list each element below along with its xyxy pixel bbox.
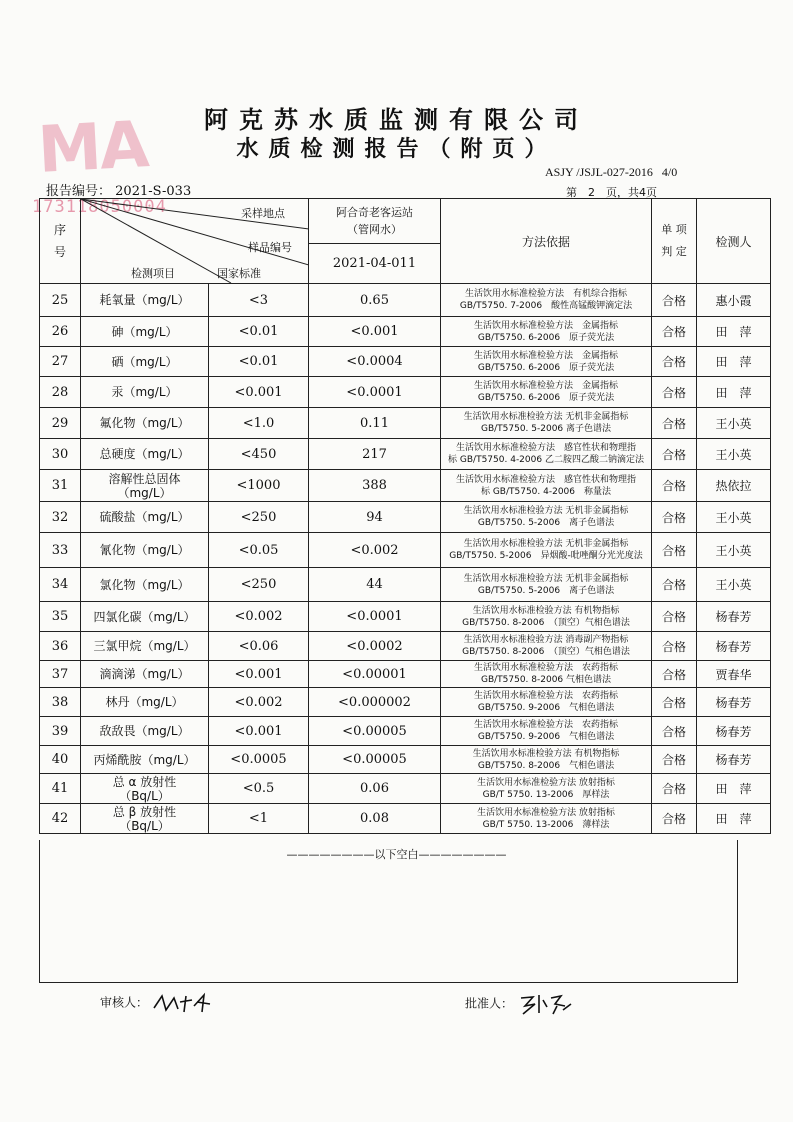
stamp-seal-number: 173118050004 — [32, 197, 167, 217]
standard-limit: <1 — [209, 804, 309, 834]
standard-limit: <250 — [209, 568, 309, 602]
table-row — [40, 347, 771, 377]
item-name: 敌敌畏（mg/L） — [81, 717, 209, 746]
standard-limit: <0.002 — [209, 688, 309, 717]
test-result: <0.00005 — [309, 746, 441, 774]
method-line: 生活饮用水标准检验方法 感官性状和物理指 — [455, 474, 636, 485]
stamp-seal-text: MA — [36, 108, 150, 188]
table-row — [40, 661, 771, 688]
standard-limit: <0.001 — [209, 377, 309, 408]
inspector: 王小英 — [697, 408, 771, 439]
test-result: 0.08 — [309, 804, 441, 834]
test-result: 0.11 — [309, 408, 441, 439]
item-name: 硒（mg/L） — [81, 347, 209, 377]
method-line: 生活饮用水标准检验方法 无机非金属指标 — [463, 539, 629, 549]
test-result: 388 — [309, 470, 441, 502]
method-basis — [441, 717, 652, 746]
judgement: 合格 — [652, 439, 697, 470]
method-line: GB/T5750. 6-2006 原子荧光法 — [477, 393, 615, 403]
item-label: 检测项目 — [131, 267, 175, 280]
method-basis — [441, 568, 652, 602]
test-result: <0.001 — [309, 317, 441, 347]
test-result: <0.00001 — [309, 661, 441, 688]
seq-header: 序 号 — [40, 199, 81, 284]
standard-limit: <3 — [209, 284, 309, 317]
inspector: 田 萍 — [697, 317, 771, 347]
method-basis — [441, 439, 652, 470]
method-line: 生活饮用水标准检验方法 放射指标 — [477, 807, 615, 818]
sampling-site-label: 采样地点 — [241, 207, 285, 220]
inspector: 田 萍 — [697, 377, 771, 408]
method-basis — [441, 804, 652, 834]
method-line: 生活饮用水标准检验方法 有机物指标 — [472, 605, 620, 616]
row-number: 41 — [40, 774, 81, 804]
row-number: 27 — [40, 347, 81, 377]
item-name: 溶解性总固体 （mg/L） — [81, 470, 209, 502]
judgement: 合格 — [652, 377, 697, 408]
method-basis — [441, 533, 652, 568]
method-line: GB/T5750. 7-2006 酸性高锰酸钾滴定法 — [459, 301, 633, 311]
row-number: 31 — [40, 470, 81, 502]
method-line: GB/T5750. 5-2006 离子色谱法 — [477, 518, 615, 528]
row-number: 28 — [40, 377, 81, 408]
inspector: 杨春芳 — [697, 602, 771, 632]
row-number: 34 — [40, 568, 81, 602]
test-result: 0.65 — [309, 284, 441, 317]
judgement: 合格 — [652, 688, 697, 717]
approver-signature — [465, 992, 577, 1016]
standard-limit: <0.05 — [209, 533, 309, 568]
table-row — [40, 774, 771, 804]
table-row — [40, 284, 771, 317]
test-result: 217 — [309, 439, 441, 470]
method-line: GB/T5750. 8-2006 （顶空）气相色谱法 — [462, 617, 630, 628]
standard-label: 国家标准 — [217, 267, 261, 280]
inspector: 王小英 — [697, 568, 771, 602]
table-row — [40, 377, 771, 408]
inspector: 贾春华 — [697, 661, 771, 688]
inspector: 杨春芳 — [697, 717, 771, 746]
method-line: 生活饮用水标准检验方法 无机非金属指标 — [463, 412, 629, 422]
judgement: 合格 — [652, 632, 697, 661]
method-basis — [441, 317, 652, 347]
sample-no: 2021-04-011 — [309, 244, 441, 284]
judgement: 合格 — [652, 533, 697, 568]
method-line: 生活饮用水标准检验方法 农药指标 — [473, 720, 618, 730]
item-name: 砷（mg/L） — [81, 317, 209, 347]
method-basis — [441, 632, 652, 661]
inspector: 王小英 — [697, 533, 771, 568]
method-line: GB/T5750. 9-2006 气相色谱法 — [477, 732, 615, 742]
judge-header: 单 项 判 定 — [652, 199, 697, 284]
standard-limit: <0.001 — [209, 661, 309, 688]
header-row-top — [40, 199, 771, 244]
table-row — [40, 439, 771, 470]
standard-limit: <0.06 — [209, 632, 309, 661]
method-basis — [441, 408, 652, 439]
method-line: 生活饮用水标准检验方法 放射指标 — [477, 777, 615, 788]
approver-label: 批准人： — [465, 996, 514, 1011]
row-number: 33 — [40, 533, 81, 568]
item-name: 林丹（mg/L） — [81, 688, 209, 717]
report-number-label: 报告编号： — [46, 184, 112, 199]
row-number: 36 — [40, 632, 81, 661]
item-name: 汞（mg/L） — [81, 377, 209, 408]
inspector: 田 萍 — [697, 804, 771, 834]
row-number: 39 — [40, 717, 81, 746]
method-line: 生活饮用水标准检验方法 金属指标 — [473, 320, 618, 331]
judgement: 合格 — [652, 602, 697, 632]
item-name: 总 β 放射性 （Bq/L） — [81, 804, 209, 834]
item-name: 丙烯酰胺（mg/L） — [81, 746, 209, 774]
method-line: 标 GB/T5750. 4-2006 称量法 — [480, 486, 612, 497]
test-result: <0.0001 — [309, 377, 441, 408]
judgement: 合格 — [652, 317, 697, 347]
sample-no-label: 样品编号 — [248, 241, 292, 254]
test-result: <0.0001 — [309, 602, 441, 632]
test-result: <0.0002 — [309, 632, 441, 661]
method-basis — [441, 602, 652, 632]
test-result: <0.0004 — [309, 347, 441, 377]
form-code-value: ASJY /JSJL-027-2016 — [545, 165, 653, 179]
test-result: 94 — [309, 502, 441, 533]
judgement: 合格 — [652, 804, 697, 834]
row-number: 32 — [40, 502, 81, 533]
row-number: 37 — [40, 661, 81, 688]
standard-limit: <1.0 — [209, 408, 309, 439]
item-name: 耗氧量（mg/L） — [81, 284, 209, 317]
method-line: GB/T5750. 5-2006 离子色谱法 — [480, 424, 612, 434]
method-line: 生活饮用水标准检验方法 金属指标 — [473, 381, 618, 391]
test-result: 0.06 — [309, 774, 441, 804]
item-name: 总 α 放射性 （Bq/L） — [81, 774, 209, 804]
item-name: 总硬度（mg/L） — [81, 439, 209, 470]
method-line: GB/T5750. 5-2006 离子色谱法 — [477, 585, 615, 596]
page-info: 第 2 页，共4页 — [566, 186, 657, 199]
table-row — [40, 602, 771, 632]
method-line: GB/T5750. 8-2006 （顶空）气相色谱法 — [462, 647, 630, 657]
item-name: 滴滴涕（mg/L） — [81, 661, 209, 688]
judgement: 合格 — [652, 408, 697, 439]
approver-handwritten-signature — [517, 992, 577, 1016]
inspector: 王小英 — [697, 502, 771, 533]
standard-limit: <0.5 — [209, 774, 309, 804]
report-number-value: 2021-S-033 — [115, 184, 192, 199]
method-header: 方法依据 — [441, 199, 652, 284]
item-name: 氟化物（mg/L） — [81, 408, 209, 439]
results-table — [39, 198, 771, 834]
standard-limit: <0.001 — [209, 717, 309, 746]
method-basis — [441, 377, 652, 408]
inspector: 杨春芳 — [697, 632, 771, 661]
method-line: 标 GB/T5750. 4-2006 乙二胺四乙酸二钠滴定法 — [448, 455, 644, 465]
reviewer-label: 审核人： — [100, 995, 149, 1010]
method-line: 生活饮用水标准检验方法 无机非金属指标 — [463, 573, 629, 584]
row-number: 38 — [40, 688, 81, 717]
method-line: 生活饮用水标准检验方法 金属指标 — [473, 350, 618, 361]
method-basis — [441, 688, 652, 717]
judgement: 合格 — [652, 470, 697, 502]
table-row — [40, 502, 771, 533]
row-number: 25 — [40, 284, 81, 317]
diagonal-header-cell — [81, 199, 309, 284]
report-title: 水质检测报告（附页） — [236, 137, 557, 162]
item-name: 硫酸盐（mg/L） — [81, 502, 209, 533]
method-basis — [441, 347, 652, 377]
method-basis — [441, 502, 652, 533]
method-line: 生活饮用水标准检验方法 无机非金属指标 — [463, 506, 629, 516]
test-result: 44 — [309, 568, 441, 602]
row-number: 42 — [40, 804, 81, 834]
method-line: 生活饮用水标准检验方法 农药指标 — [473, 663, 618, 673]
inspector: 杨春芳 — [697, 688, 771, 717]
row-number: 26 — [40, 317, 81, 347]
inspector: 王小英 — [697, 439, 771, 470]
item-name: 四氯化碳（mg/L） — [81, 602, 209, 632]
test-result: <0.002 — [309, 533, 441, 568]
row-number: 35 — [40, 602, 81, 632]
form-code — [545, 165, 677, 180]
method-line: GB/T 5750. 13-2006 厚样法 — [482, 789, 610, 800]
judgement: 合格 — [652, 347, 697, 377]
table-row — [40, 717, 771, 746]
site-name: 阿合奇老客运站 （管网水） — [309, 199, 441, 244]
standard-limit: <450 — [209, 439, 309, 470]
method-line: GB/T5750. 5-2006 异烟酸-吡唑酮分光光度法 — [449, 551, 643, 561]
method-line: GB/T5750. 8-2006 气相色谱法 — [477, 760, 615, 771]
inspector: 田 萍 — [697, 347, 771, 377]
table-row — [40, 568, 771, 602]
standard-limit: <0.01 — [209, 347, 309, 377]
method-line: GB/T5750. 8-2006 气相色谱法 — [480, 675, 612, 685]
standard-limit: <1000 — [209, 470, 309, 502]
table-row — [40, 408, 771, 439]
inspector-header: 检测人 — [697, 199, 771, 284]
table-row — [40, 317, 771, 347]
method-basis — [441, 661, 652, 688]
item-name: 氰化物（mg/L） — [81, 533, 209, 568]
table-row — [40, 804, 771, 834]
row-number: 30 — [40, 439, 81, 470]
method-basis — [441, 284, 652, 317]
standard-limit: <0.01 — [209, 317, 309, 347]
item-name: 三氯甲烷（mg/L） — [81, 632, 209, 661]
method-basis — [441, 470, 652, 502]
standard-limit: <0.0005 — [209, 746, 309, 774]
company-name: 阿克苏水质监测有限公司 — [204, 106, 589, 134]
reviewer-handwritten-signature — [152, 992, 212, 1014]
row-number: 40 — [40, 746, 81, 774]
report-number — [46, 180, 191, 199]
judgement: 合格 — [652, 284, 697, 317]
method-basis — [441, 774, 652, 804]
blank-note: ————————以下空白———————— — [286, 848, 507, 861]
judgement: 合格 — [652, 661, 697, 688]
standard-limit: <0.002 — [209, 602, 309, 632]
judgement: 合格 — [652, 746, 697, 774]
form-version: 4/0 — [661, 165, 678, 179]
method-line: GB/T 5750. 13-2006 薄样法 — [482, 819, 610, 830]
method-line: 生活饮用水标准检验方法 有机物指标 — [472, 748, 620, 759]
table-row — [40, 688, 771, 717]
inspector: 杨春芳 — [697, 746, 771, 774]
table-row — [40, 632, 771, 661]
row-number: 29 — [40, 408, 81, 439]
method-line: 生活饮用水标准检验方法 消毒副产物指标 — [463, 635, 629, 645]
method-line: GB/T5750. 9-2006 气相色谱法 — [477, 703, 615, 713]
method-line: GB/T5750. 6-2006 原子荧光法 — [477, 332, 615, 343]
inspector: 田 萍 — [697, 774, 771, 804]
method-line: 生活饮用水标准检验方法 农药指标 — [473, 691, 618, 701]
method-line: 生活饮用水标准检验方法 有机综合指标 — [464, 289, 627, 299]
method-line: GB/T5750. 6-2006 原子荧光法 — [477, 362, 615, 373]
standard-limit: <250 — [209, 502, 309, 533]
table-row — [40, 746, 771, 774]
item-name: 氯化物（mg/L） — [81, 568, 209, 602]
method-basis — [441, 746, 652, 774]
test-result: <0.000002 — [309, 688, 441, 717]
reviewer-signature — [100, 992, 212, 1014]
judgement: 合格 — [652, 502, 697, 533]
judgement: 合格 — [652, 717, 697, 746]
judgement: 合格 — [652, 774, 697, 804]
table-row — [40, 533, 771, 568]
inspector: 热依拉 — [697, 470, 771, 502]
inspector: 惠小霞 — [697, 284, 771, 317]
table-row — [40, 470, 771, 502]
test-result: <0.00005 — [309, 717, 441, 746]
judgement: 合格 — [652, 568, 697, 602]
method-line: 生活饮用水标准检验方法 感官性状和物理指 — [455, 443, 636, 453]
